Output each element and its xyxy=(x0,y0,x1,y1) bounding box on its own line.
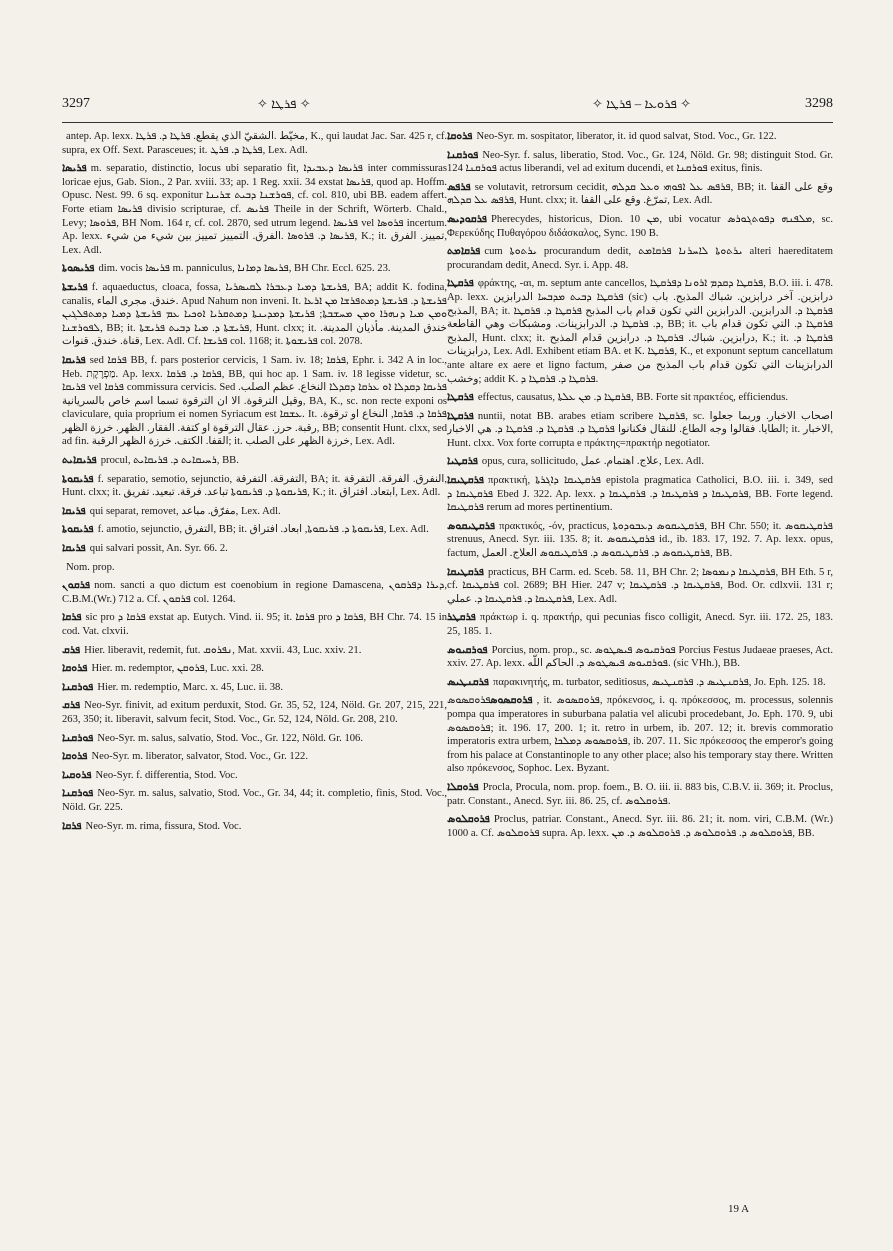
section-heading xyxy=(62,561,447,575)
entry-text: m. separatio, distinctio, locus ubi separatio fit, ܦܪܝܣܐ ܕܥܒܝܕܐ inter commissuras loricae ejus, Gab. Sion., 2 Par. xviii. 33; ap. 1 Reg. xxii. 34 exstat ܦܪܝܣܐ, quod ap. Hoffm. Opusc. Nest. 99. 6 sq. exponitur ܦܘܪܫܢܐ ܕܒܝܬ ܫܪܝܢܐ, cf. col. 810, ubi BB. eadem affert. Forte etiam ܦܪܝܣܐ divisio scripturae, cf. ܦܪܝܣ Theile in der Schrift, Wörterb. Chald., Levy; ܦܪܘܣܐ, BH Nom. 164 r, cf. col. 2870, sed utrum legend. ܦܪܝܣܐ vel ܦܪܘܣܐ incertum. Ap. lexx. ܦܪܝܣܐ ܕ. ܦܪܘܣܐ .الفرق. التمييز تمييز بين شيء من شيء, K.; it. تمييز. الفرق, Lex. Adl. xyxy=(62,163,447,256)
entry-headword: ܦܪܝܩܐܝܬ xyxy=(62,455,97,467)
entry-headword: ܦܘܪܩܢܐ xyxy=(62,732,94,744)
entry-headword: ܦܪܝܩܘܬܐ xyxy=(62,524,94,536)
dictionary-entry xyxy=(447,455,833,469)
entry-text: ܦܪܘܩܣܘܣ, it. ܦܪܘܩܣܘܣ, πρόκενσος, i. q. πρόκεσσος, m. processus, solennis pompa qua imperatores in suburbana palatia vel alicubi procedebant, Jo. Eph. 170. 9, ubi ܦܪܘܩܣܘܣ; it. 196. 17, 200. 1; it. retro in urbem, ib. 207. 12; it. brevis commoratio imperatoris extra urbem, ܦܪܘܩܣܘܣ ܕܡܠܟܐ, ib. 207. 11. Sic πρόκεσσος the emperor's going from his palace at Constantinople to any other place; also his temporary stay there. Written also πρόκενσος, Sophoc. Lex. Byzant. xyxy=(447,695,833,775)
entry-text: Proclus, patriar. Constant., Anecd. Syr. iii. 86. 21; it. nom. viri, C.B.M. (Wr.) 1000 a. Cf. ܦܪܘܩܠܘܣ supra. Ap. lexx. ܦܪܘܩܠܘܣ ܕ. ܦܪܘܩܠܘܣ ܕ. ܦܪܘܩܠܘܣ ܕ. ܡܢ, BB. xyxy=(447,814,833,839)
dictionary-entry xyxy=(62,542,447,556)
entry-text: effectus, causatus, ܦܪܩܛܐ ܕ. ܡܢ ܥܠܬܐ, BB. Forte sit πρακτέος, efficiendus. xyxy=(477,392,788,404)
entry-text: Neo-Syr. m. liberator, salvator, Stod. Voc., Gr. 122. xyxy=(91,751,308,763)
dictionary-entry xyxy=(62,681,447,695)
entry-headword: ܦܪܩܐ xyxy=(62,820,82,832)
entry-headword: ܦܪܘܩܐ xyxy=(62,751,88,763)
entry-headword: ܦܪܘܩܐ xyxy=(447,131,473,142)
dictionary-entry xyxy=(447,566,833,607)
entry-text: φράκτης, -αι, m. septum ante cancellos, ܦܪܩܛܐ ܕܩܕܡ ܐܪܘܢܐ ܕܦܪܩܛܐ, B.O. iii. i. 478. Ap. lexx. ܦܪܩܛܐ ܕܒܝܬ ܡܕܒܚܐ الدرابزين (sic) درابزين. آخر درابزين. شباك المذبح. باب المذبح, BA; it. ܦܪܩܛܐ ܕ. الدرابزين. الدرابزين التي تكون قدام باب المذبح ܦܪܩܛܐ ܕ. ܦܪܩܛܐ ܕ. ܦܪܩܛܐ ܕ. الدرابزينات. ومشبكات وهي القاطعة, BB; it. ܦܪܩܛܐ ܕ. التي تكون قدام باب المذبح, Hunt. clxx; it. درابزين. شباك. ܦܪܩܛܐ ܕ. درابزين قدام المذبح, K.; it. ܦܪܩܛܐ ܕ. درابزينات, Lex. Adl. Exhibent etiam BA. et K. ܦܪܩܛܐ, K., et exponunt septum cancellatum ante altare ex aere et ligno factum, الدرابزينات التي تكون قدام باب المذبح من صفر وخشب; addit K. ܦܪܩܛܐ ܕ. ܦܪܩܛܐ ܕ. xyxy=(447,278,833,385)
entry-text: Pherecydes, historicus, Dion. ܡܢ 10, ubi vocatur ܡܠܦܢܗ ܕܦܘܬܓܘܪܣ, sc. Φερεκύδης Πυθαγόρου διδάσκαλος, Sync. 190 B. xyxy=(447,213,833,239)
entry-headword: ܦܪܩܛܪ xyxy=(447,612,476,624)
dictionary-entry xyxy=(62,787,447,814)
dictionary-entry xyxy=(62,354,447,449)
entry-text: f. separatio, semotio, sejunctio, التفرقة. التفرقة, BA; it. النفرق. الفرقة. التفرقة, Hunt. clxx; it. ܦܪܝܩܘܬܐ ܕ. ܦܪܝܩܘܬܐ تباعد. فرقة. تبعيد. تفريق, K.; it. ابتعاد. افتراق, Lex. Adl. xyxy=(62,473,447,499)
entry-headword: ܦܪܩܛܐ xyxy=(447,278,474,290)
entry-text: qui separat, removet, مفرّق. مباعد, Lex. Adl. xyxy=(89,505,281,517)
entry-headword: ܦܪܩܘܕܝܣ xyxy=(447,213,488,225)
entry-text: Neo-Syr. m. salus, salvatio, Stod. Voc., Gr. 122, Nöld. Gr. 106. xyxy=(97,732,363,744)
dictionary-entry xyxy=(62,611,447,638)
dictionary-entry xyxy=(447,149,833,176)
dictionary-entry xyxy=(62,699,447,726)
dictionary-entry xyxy=(62,579,447,606)
dictionary-entry xyxy=(447,813,833,840)
right-column xyxy=(447,130,833,1205)
dictionary-entry xyxy=(62,662,447,676)
dictionary-entry xyxy=(62,644,447,658)
dictionary-entry xyxy=(447,130,833,144)
entry-text: cum ܝܪܬܘܬܐ procurandum dedit, ܝܪܬܘܬܐ ܠܐܚܪܢܐ ܦܪܩܐܡܬ alteri haereditatem procurandam dedit, Anecd. Syr. i. App. 48. xyxy=(447,246,833,271)
dictionary-entry xyxy=(62,262,447,276)
entry-headword: ܦܪܩܛܝܐ xyxy=(447,456,478,468)
dictionary-entry xyxy=(62,281,447,349)
entry-text: dim. vocis ܦܪܝܣܐ m. panniculus, ܦܪܝܣܐ ܕܡܐܢܐ, BH Chr. Eccl. 625. 23. xyxy=(98,263,391,275)
entry-headword: ܦܪܩܛܝܩܐ xyxy=(447,566,484,578)
entry-text: antep. Ap. lexx. مخيّط .الشقيّ الذي يقطع. ܦܪܛܐ ܕ. ܦܪܛܐ, K., qui laudat Jac. Sar. 425 r, cf. supra, ex Off. Sext. Parasceues; it. ܦܪܛܐ ܕ. ܦܪܛ, Lex. Adl. xyxy=(62,131,447,156)
header-rule xyxy=(62,122,833,123)
left-column xyxy=(62,130,447,1205)
entry-headword: ܦܪܘܩܝܐ xyxy=(62,769,92,781)
dictionary-entry xyxy=(62,454,447,468)
entry-text: Neo-Syr. m. sospitator, liberator, it. id quod salvat, Stod. Voc., Gr. 122. xyxy=(476,131,777,142)
entry-headword: ܦܪܝܩܘܬܐ xyxy=(62,473,94,485)
entry-text: Neo-Syr. m. rima, fissura, Stod. Voc. xyxy=(85,820,242,832)
entry-headword: ܦܪܩܛܝܩܘܣ xyxy=(447,520,496,532)
entry-text: se volutavit, retrorsum cecidit, ܦܪܦܣ ܥܠ ܐܦܘܗܝ ܘܥܠ ܩܕܠܗ, BB; it. وقع على القفا ܦܪܦܣ ܥܠ ܩܕܠܗ, Hunt. clxx; it. تمرّغ. وقع على القفا, Lex. Adl. xyxy=(447,181,833,207)
right-page-number: 3298 xyxy=(805,96,833,111)
signature-mark: 19 A xyxy=(728,1203,750,1215)
entry-text: nom. sancti a quo dictum est coenobium in regione Damascena, ܕܝܪܐ ܕܦܪܩܘܢ, C.B.M.(Wr.) 712 a. Cf. ܦܪܩܘܢ col. 1264. xyxy=(62,580,447,605)
page-header xyxy=(62,96,833,116)
dictionary-entry xyxy=(62,162,447,257)
entry-text: παρακινητής, m. turbator, seditiosus, ܦܪܩܢܛܝܣ ܕ. ܦܪܩܢܛܝܣ, Jo. Eph. 125. 18. xyxy=(493,676,826,688)
dictionary-entry xyxy=(62,820,447,834)
entry-headword: ܦܪܩܘܢ xyxy=(62,580,91,592)
entry-text: Nom. prop. xyxy=(66,561,115,573)
entry-text: Neo-Syr. f. salus, liberatio, Stod. Voc., Gr. 124, Nöld. Gr. 98; distinguit Stod. Gr. 124 ܦܘܪܩܢܐ actus liberandi, vel ad exitum ducendi, et ܦܘܪܩܢܐ exitus, finis. xyxy=(447,149,833,175)
entry-headword: ܦܪܩ xyxy=(62,644,81,656)
entry-headword: ܦܪܝܩܐ xyxy=(62,543,86,555)
entry-headword: ܦܪܩܢܛܝܣ xyxy=(447,676,490,688)
dictionary-entry xyxy=(447,676,833,690)
entry-headword: ܦܪܝܣܘܬܐ xyxy=(62,263,95,275)
entry-text: sic pro ܦܪܩܐ ܕ exstat ap. Eutych. Vind. ii. 95; it. ܦܪܩܐ pro ܦܪܩܐ ܕ, BH Chr. 74. 15 in cod. Vat. clxvii. xyxy=(62,612,447,637)
dictionary-entry xyxy=(447,694,833,776)
entry-headword: ܦܪܘܩܐ xyxy=(62,663,88,675)
entry-text: Hier. liberavit, redemit, fut. ܢܦܪܘܩ, Mat. xxvii. 43, Luc. xxiv. 21. xyxy=(84,644,362,656)
dictionary-entry xyxy=(447,277,833,386)
entry-headword: ܦܘܪܩܢܐ xyxy=(62,681,94,693)
entry-text: nuntii, notat BB. arabes etiam scribere ܦܪܩܛܐ, sc. اصحاب الاخبار. وربما جعلوا الطايا. فقالوا وجه الطاع. للنقال فكنانوا ܦܪܩܛܐ ܕ. ܦܪܩܛܐ ܕ. ܦܪܩܛܐ ܕ. هي الاخبار; it. الاخبار, Hunt. clxx. Vox forte corrupta e πράκτης=πρακτήρ negotiator. xyxy=(447,410,833,449)
entry-headword: ܦܪܝܩܐ xyxy=(62,505,86,517)
entry-headword: ܦܘܪܩܢܐ xyxy=(62,788,94,800)
dictionary-entry xyxy=(447,644,833,671)
dictionary-entry xyxy=(447,611,833,638)
entry-headword: ܦܪܩܛܝܩܐ xyxy=(447,475,484,487)
entry-text: Porcius, nom. prop., sc. ܦܘܪܩܝܘܣ ܦܝܣܛܘܣ Porcius Festus Judaeae praeses, Act. xxiv. 27. Ap. lexx. ܦܘܪܩܝܘܣ ܦܝܣܛܘܣ ܕ. الحاكم اللّه. (sic VHh.), BB. xyxy=(447,644,833,670)
entry-headword: ܦܪܩ xyxy=(62,700,81,712)
dictionary-entry xyxy=(447,520,833,561)
dictionary-entry xyxy=(447,213,833,240)
entry-headword: ܦܪܩܛܐ xyxy=(447,392,474,404)
entry-headword: ܦܪܘܩܠܘܣ xyxy=(447,814,490,826)
entry-headword: ܦܘܪܩܝܘܣ xyxy=(447,644,488,656)
left-page-number: 3297 xyxy=(62,96,90,111)
entry-text: sed ܦܪܩܐ BB, f. pars posterior cervicis, 1 Sam. iv. 18; ܦܪܩܐ, Ephr. i. 342 A in loc., Heb. מַפְרֶקֶת. Ap. lexx. ܦܪܩܐ ܕ. ܦܪܩܐ, BB, qui hoc ap. 1 Sam. iv. 18 legisse videtur, sc. ܦܪܝܩܐ vel ܦܪܩܐ commissura cervicis. Sed ܦܪܝܩܐ ܕܩܕܠܐ ܐܘ ܥܪܩܐ ܕܩܕܠܐ النخاع. عظم الصلب. وقيل الترقوة. الا ان الترقوة تسما اسم خاص بالسريانية, BA, K., sc. non recte exponi os claviculare, quia proprium ei nomen Syriacum est ܥܫܩܐ. It. ܦܪܩܐ ܕ. ܦܪܩܐ, النخاع او ترقوة. رقبة. حرز. عقال الترقوة او كتفة. الفقار. الظهر. خرزة الظهر, BB; consentit Hunt. clxx, sed ad fin. القفا. الكتف. خرزة الظهر الرقبة; it. خرزة الظهر على الصلب, Lex. Adl. xyxy=(62,354,447,448)
entry-text: Procla, Procula, nom. prop. foem., B. O. iii. ii. 883 bis, C.B.V. ii. 369; it. Proclus, patr. Constant., Anecd. Syr. iii. 86. 25, cf. ܦܪܘܩܠܘܣ. xyxy=(447,781,833,807)
entry-headword: ܦܪܘܩܠܐ xyxy=(447,781,479,793)
entry-headword: ܦܪܩܐ xyxy=(62,612,82,624)
dictionary-entry xyxy=(62,473,447,500)
entry-text: Hier. m. redemptor, ܦܪܘܩܢ, Luc. xxi. 28. xyxy=(91,663,264,675)
entry-text: procul, ܪܚܝܩܐܝܬ ܕ. ܦܪܝܩܐܝܬ, BB. xyxy=(100,455,239,467)
entry-text: Neo-Syr. f. differentia, Stod. Voc. xyxy=(95,769,238,781)
entry-headword: ܦܪܩܛܐ xyxy=(447,410,474,422)
entry-headword: ܦܪܝܫܬܐ xyxy=(62,281,88,293)
entry-text: opus, cura, sollicitudo, علاج. اهتمام. عمل, Lex. Adl. xyxy=(481,456,705,468)
dictionary-entry xyxy=(62,769,447,783)
dictionary-entry xyxy=(447,391,833,405)
dictionary-entry xyxy=(447,181,833,208)
dictionary-entry xyxy=(447,245,833,272)
entry-headword: ܦܘܪܩܢܐ xyxy=(447,149,479,161)
entry-headword: ܦܪܩܐܡܬ xyxy=(447,246,481,258)
entry-text: πράκτωρ i. q. πρακτήρ, qui pecunias fisco colligit, Anecd. Syr. iii. 172. 25, 183. 25, 185. 1. xyxy=(447,612,833,637)
dictionary-entry xyxy=(447,781,833,808)
dictionary-entry xyxy=(62,505,447,519)
dictionary-entry xyxy=(62,523,447,537)
entry-headword: ܦܪܝܣܐ xyxy=(62,163,87,175)
dictionary-entry xyxy=(62,130,447,157)
dictionary-entry xyxy=(62,750,447,764)
entry-text: Hier. m. redemptio, Marc. x. 45, Luc. ii. 38. xyxy=(97,681,284,693)
entry-headword: ܦܪܝܩܐ xyxy=(62,354,86,366)
entry-text: πρακτική, ܦܪܩܛܝܩܐ ܕܐܓܪܬܐ epistola pragmatica Catholici, B.O. iii. i. 349, sed ܦܪܩܛܝܩܐ ܕ Ebed J. 322. Ap. lexx. ܦܪܩܛܝܩܐ ܕ ܦܪܩܛܝܩܐ ܕ. ܦܪܩܛܝܩܐ ܕ, BB. Forte legend. ܦܪܩܛܝܩܐ rerum ad mores pertinentium. xyxy=(447,475,833,514)
entry-headword: ܦܪܘܩܣܘܣ xyxy=(490,695,533,707)
entry-text: f. aquaeductus, cloaca, fossa, ܦܪܝܫܬܐ ܕܡܝܐ ܕܥܒܪܐ ܠܩܝܣܪܝܐ, BA; addit K. fodina, canalis, خندق. مجرى الماء. Apud Nahum non inveni. It. ܦܪܝܫܬܐ ܕ. ܦܪܝܫܬܐ ܕܡܬܦܪܫܐ ܡܢ ܐܪܥܐ ܘܡܢ ܡܝܐ ܕܢܗܪܐ ܘܡܢ ܡܚܫܒܬܐ; ܦܪܝܫܬܐ ܕܡܕܝܢܬܐ ܕܡܬܩܪܝܐ ܐܘܟܝܐ ܥܡ ܦܪܝܫܬܐ ܕܡܝܐ ܕܡܬܦܠܓܝܢ ܠܦܘܪܫܢܐ, BB; it. ܦܪܝܫܬܐ ܕ. ܡܝܐ ܕܒܝܬ ܦܪܝܫܬܐ, Hunt. clxx; it. خندق المدينة. مأذيان المدينة. قناة. خندق. قنوات, Lex. Adl. Cf. ܦܪܝܫܐ col. 1168; it. ܦܪܝܫܘܬܐ col. 2078. xyxy=(62,281,447,348)
entry-headword: ܦܪܦܣ xyxy=(447,181,471,193)
entry-text: qui salvari possit, An. Syr. 66. 2. xyxy=(89,543,228,555)
entry-text: Neo-Syr. m. salus, salvatio, Stod. Voc., Gr. 34, 44; it. completio, finis, Stod. Voc., Nöld. Gr. 225. xyxy=(62,788,447,813)
dictionary-entry xyxy=(62,732,447,746)
left-running-title: ✧ ܦܪܛܐ ✧ xyxy=(257,96,311,111)
entry-text: πρακτικός, -όν, practicus, ܦܪܩܛܝܩܘܣ ܕܥܒܘܕܘܬܐ, BH Chr. 550; it. ܦܪܩܛܝܩܘܣ strenuus, Anecd. Syr. iii. 135. 8; it. ܦܪܩܛܝܩܘܣ id., ib. 183. 17, 192. 7. Ap. lexx. opus, factum, ܦܪܩܛܝܩܘܣ ܕ. ܦܪܩܛܝܩܘܣ ܕ. ܦܪܩܛܝܩܘܣ العلاج. العمل, BB. xyxy=(447,520,833,560)
entry-text: Neo-Syr. finivit, ad exitum perduxit, Stod. Gr. 35, 52, 124, Nöld. Gr. 207, 215, 221, 263, 350; it. liberavit, salvum fecit, Stod. Voc., Gr. 52, 124, Nöld. Gr. 208, 210. xyxy=(62,700,447,725)
entry-text: f. amotio, sejunctio, التفرق, BB; it. ܦܪܝܩܘܬܐ ܕ. ܦܪܝܩܘܬܐ, ابعاد. افتراق, Lex. Adl. xyxy=(97,524,429,536)
entry-text: practicus, BH Carm. ed. Sceb. 58. 11, BH Chr. 2; ܦܪܩܛܝܩܐ ܕܢܡܘܣܐ, BH Eth. 5 r, cf. ܦܪܩܛܝܩܐ col. 2689; BH Hier. 247 v; ܦܪܩܛܝܩܐ ܕ. ܦܪܩܛܝܩܐ, Bod. Or. cdlxvii. 131 r; ܦܪܩܛܝܩܐ ܕ. ܦܪܩܛܝܩܐ ܕ. عملي, Lex. Adl. xyxy=(447,566,833,605)
right-running-title: ✧ ܦܪܘܥܐ – ܦܪܛܐ ✧ xyxy=(592,96,691,111)
dictionary-entry xyxy=(447,474,833,515)
dictionary-entry xyxy=(447,410,833,451)
